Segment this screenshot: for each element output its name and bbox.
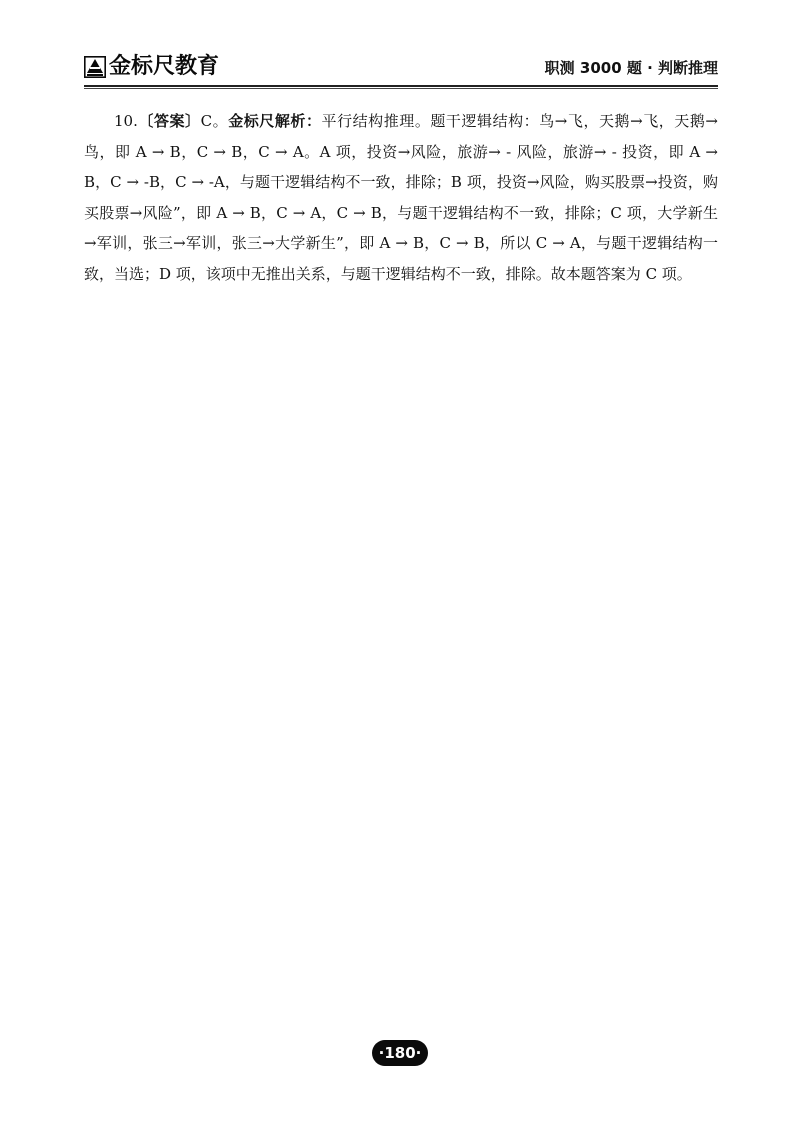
- brand-logo: [84, 54, 219, 80]
- answer-label: 〔答案〕: [137, 112, 201, 130]
- page-number: ·180·: [372, 1040, 428, 1066]
- page-header: [84, 50, 718, 90]
- analysis-label: 金标尺解析：: [228, 112, 322, 130]
- answer-value: C。: [200, 112, 229, 130]
- book-section-title: 职测 3000 题 · 判断推理: [544, 59, 718, 77]
- logo-mark-icon: [84, 56, 106, 78]
- logo-text: 金标尺教育: [109, 54, 220, 79]
- analysis-text: 平行结构推理。题干逻辑结构：鸟→飞，天鹅→飞，天鹅→鸟，即 A → B，C → B，C → A。A 项，投资→风险，旅游→ - 风险，旅游→ - 投资，即 A → B，C → -B，C → -A，与题干逻辑结构不一致，排除；B 项，投资→风险，购买股票→投资，购买股票→风险”，即 A → B，C → A，C → B，与题干逻辑结构不一致，排除；C 项，大学新生→军训，张三→军训，张三→大学新生”，即 A → B，C → B，所以 C → A，与题干逻辑结构一致，当选；D 项，该项中无推出关系，与题干逻辑结构不一致，排除。故本题答案为 C 项。: [84, 112, 718, 283]
- header-rule-thin: [84, 88, 718, 89]
- header-rule: [84, 85, 718, 87]
- answer-paragraph: [84, 106, 718, 289]
- question-number: 10.: [114, 112, 138, 130]
- answer-explanation: [84, 106, 718, 289]
